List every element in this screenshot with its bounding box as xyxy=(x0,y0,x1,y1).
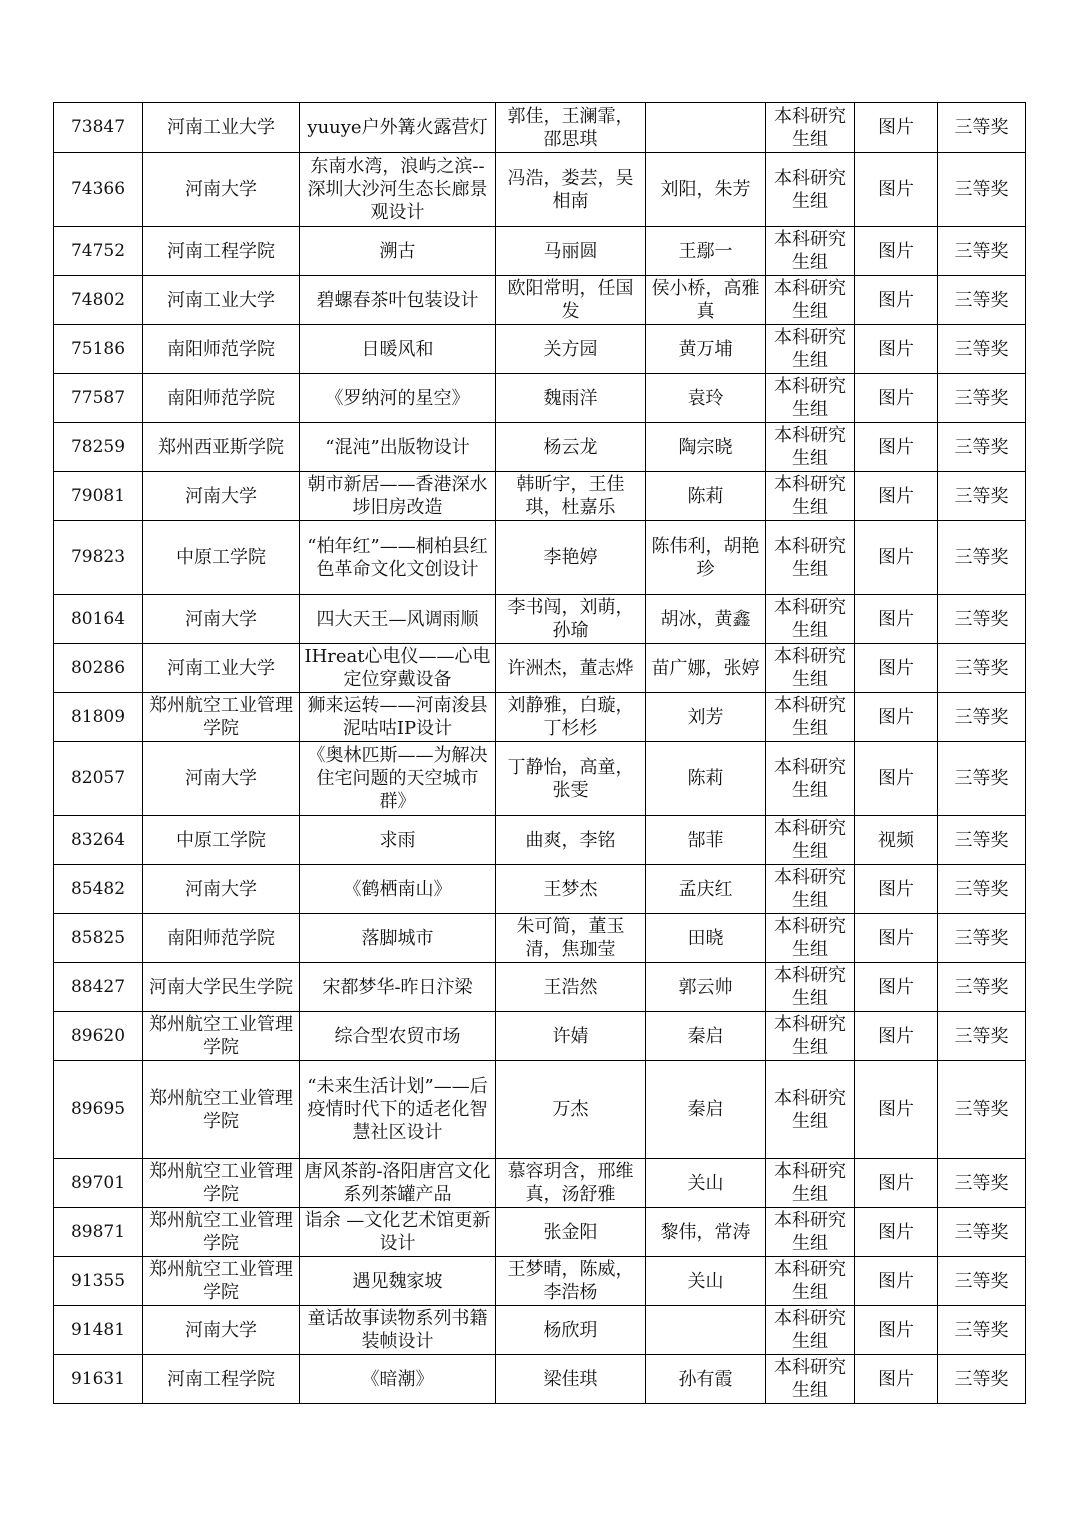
school-name-cell: 河南大学 xyxy=(143,1306,300,1355)
authors-cell: 关方园 xyxy=(496,325,646,374)
group-cell: 本科研究生组 xyxy=(766,374,855,423)
table-row xyxy=(54,1061,1026,1159)
work-title-cell: 诣余 —文化艺术馆更新设计 xyxy=(300,1208,496,1257)
advisor-cell: 刘芳 xyxy=(646,693,766,742)
table-row xyxy=(54,1355,1026,1404)
work-title-cell: 唐风茶韵-洛阳唐宫文化系列茶罐产品 xyxy=(300,1159,496,1208)
entry-id-cell: 89871 xyxy=(54,1208,143,1257)
table-row xyxy=(54,1159,1026,1208)
table-row xyxy=(54,816,1026,865)
work-title-cell: 求雨 xyxy=(300,816,496,865)
group-cell: 本科研究生组 xyxy=(766,1208,855,1257)
group-cell: 本科研究生组 xyxy=(766,963,855,1012)
authors-cell: 丁静怡，高童，张雯 xyxy=(496,742,646,816)
school-name-cell: 河南工程学院 xyxy=(143,1355,300,1404)
work-type-cell: 图片 xyxy=(855,1208,938,1257)
authors-cell: 朱可简，董玉清，焦珈莹 xyxy=(496,914,646,963)
table-row xyxy=(54,914,1026,963)
work-title-cell: IHreat心电仪——心电定位穿戴设备 xyxy=(300,644,496,693)
work-type-cell: 图片 xyxy=(855,914,938,963)
work-title-cell: 宋都梦华-昨日汴梁 xyxy=(300,963,496,1012)
work-type-cell: 图片 xyxy=(855,103,938,153)
entry-id-cell: 79081 xyxy=(54,472,143,521)
work-type-cell: 图片 xyxy=(855,865,938,914)
group-cell: 本科研究生组 xyxy=(766,914,855,963)
authors-cell: 杨欣玥 xyxy=(496,1306,646,1355)
award-level-cell: 三等奖 xyxy=(938,693,1026,742)
advisor-cell: 关山 xyxy=(646,1159,766,1208)
work-type-cell: 图片 xyxy=(855,644,938,693)
entry-id-cell: 91355 xyxy=(54,1257,143,1306)
work-type-cell: 图片 xyxy=(855,472,938,521)
entry-id-cell: 85825 xyxy=(54,914,143,963)
group-cell: 本科研究生组 xyxy=(766,1355,855,1404)
group-cell: 本科研究生组 xyxy=(766,742,855,816)
table-row xyxy=(54,1306,1026,1355)
entry-id-cell: 78259 xyxy=(54,423,143,472)
school-name-cell: 郑州航空工业管理学院 xyxy=(143,1257,300,1306)
advisor-cell: 陈伟利，胡艳珍 xyxy=(646,521,766,595)
authors-cell: 杨云龙 xyxy=(496,423,646,472)
table-row xyxy=(54,153,1026,227)
work-title-cell: “混沌”出版物设计 xyxy=(300,423,496,472)
work-type-cell: 图片 xyxy=(855,1306,938,1355)
table-row xyxy=(54,423,1026,472)
table-row xyxy=(54,325,1026,374)
advisor-cell xyxy=(646,1306,766,1355)
authors-cell: 李书闯，刘萌，孙瑜 xyxy=(496,595,646,644)
authors-cell: 王浩然 xyxy=(496,963,646,1012)
school-name-cell: 河南大学民生学院 xyxy=(143,963,300,1012)
work-type-cell: 图片 xyxy=(855,374,938,423)
school-name-cell: 中原工学院 xyxy=(143,816,300,865)
group-cell: 本科研究生组 xyxy=(766,865,855,914)
table-row xyxy=(54,521,1026,595)
authors-cell: 魏雨洋 xyxy=(496,374,646,423)
authors-cell: 冯浩，娄芸，吴相南 xyxy=(496,153,646,227)
group-cell: 本科研究生组 xyxy=(766,472,855,521)
award-level-cell: 三等奖 xyxy=(938,423,1026,472)
entry-id-cell: 73847 xyxy=(54,103,143,153)
work-title-cell: 东南水湾，浪屿之滨--深圳大沙河生态长廊景观设计 xyxy=(300,153,496,227)
advisor-cell xyxy=(646,103,766,153)
advisor-cell: 胡冰，黄鑫 xyxy=(646,595,766,644)
authors-cell: 王梦晴，陈威，李浩杨 xyxy=(496,1257,646,1306)
entry-id-cell: 77587 xyxy=(54,374,143,423)
work-title-cell: 日暖风和 xyxy=(300,325,496,374)
entry-id-cell: 80286 xyxy=(54,644,143,693)
work-title-cell: 《奥林匹斯——为解决住宅问题的天空城市群》 xyxy=(300,742,496,816)
school-name-cell: 郑州西亚斯学院 xyxy=(143,423,300,472)
school-name-cell: 郑州航空工业管理学院 xyxy=(143,693,300,742)
authors-cell: 许洲杰，董志烨 xyxy=(496,644,646,693)
entry-id-cell: 75186 xyxy=(54,325,143,374)
table-row xyxy=(54,276,1026,325)
table-row xyxy=(54,374,1026,423)
advisor-cell: 陈莉 xyxy=(646,742,766,816)
advisor-cell: 陶宗晓 xyxy=(646,423,766,472)
table-row xyxy=(54,1208,1026,1257)
award-level-cell: 三等奖 xyxy=(938,276,1026,325)
advisor-cell: 苗广娜，张婷 xyxy=(646,644,766,693)
advisor-cell: 黄万埔 xyxy=(646,325,766,374)
table-row xyxy=(54,693,1026,742)
authors-cell: 王梦杰 xyxy=(496,865,646,914)
work-type-cell: 视频 xyxy=(855,816,938,865)
school-name-cell: 郑州航空工业管理学院 xyxy=(143,1159,300,1208)
school-name-cell: 南阳师范学院 xyxy=(143,325,300,374)
award-level-cell: 三等奖 xyxy=(938,153,1026,227)
award-level-cell: 三等奖 xyxy=(938,1061,1026,1159)
authors-cell: 韩昕宇，王佳琪，杜嘉乐 xyxy=(496,472,646,521)
group-cell: 本科研究生组 xyxy=(766,227,855,276)
table-row xyxy=(54,742,1026,816)
award-level-cell: 三等奖 xyxy=(938,227,1026,276)
award-level-cell: 三等奖 xyxy=(938,1208,1026,1257)
school-name-cell: 郑州航空工业管理学院 xyxy=(143,1012,300,1061)
advisor-cell: 孙有霞 xyxy=(646,1355,766,1404)
work-type-cell: 图片 xyxy=(855,1159,938,1208)
work-title-cell: 综合型农贸市场 xyxy=(300,1012,496,1061)
work-title-cell: yuuye户外篝火露营灯 xyxy=(300,103,496,153)
advisor-cell: 王鄢一 xyxy=(646,227,766,276)
group-cell: 本科研究生组 xyxy=(766,1257,855,1306)
school-name-cell: 中原工学院 xyxy=(143,521,300,595)
work-title-cell: 狮来运转——河南浚县泥咕咕IP设计 xyxy=(300,693,496,742)
entry-id-cell: 89620 xyxy=(54,1012,143,1061)
school-name-cell: 河南大学 xyxy=(143,153,300,227)
work-title-cell: 碧螺春茶叶包装设计 xyxy=(300,276,496,325)
work-type-cell: 图片 xyxy=(855,521,938,595)
authors-cell: 欧阳常明，任国发 xyxy=(496,276,646,325)
authors-cell: 万杰 xyxy=(496,1061,646,1159)
group-cell: 本科研究生组 xyxy=(766,1306,855,1355)
authors-cell: 刘静雅，白璇，丁杉杉 xyxy=(496,693,646,742)
entry-id-cell: 89695 xyxy=(54,1061,143,1159)
award-level-cell: 三等奖 xyxy=(938,521,1026,595)
entry-id-cell: 82057 xyxy=(54,742,143,816)
school-name-cell: 南阳师范学院 xyxy=(143,914,300,963)
group-cell: 本科研究生组 xyxy=(766,325,855,374)
advisor-cell: 秦启 xyxy=(646,1061,766,1159)
award-level-cell: 三等奖 xyxy=(938,1012,1026,1061)
award-level-cell: 三等奖 xyxy=(938,644,1026,693)
group-cell: 本科研究生组 xyxy=(766,153,855,227)
advisor-cell: 袁玲 xyxy=(646,374,766,423)
work-type-cell: 图片 xyxy=(855,595,938,644)
entry-id-cell: 81809 xyxy=(54,693,143,742)
table-body xyxy=(54,103,1026,1404)
table-row xyxy=(54,1257,1026,1306)
award-level-cell: 三等奖 xyxy=(938,1306,1026,1355)
group-cell: 本科研究生组 xyxy=(766,1012,855,1061)
table-row xyxy=(54,227,1026,276)
group-cell: 本科研究生组 xyxy=(766,276,855,325)
work-type-cell: 图片 xyxy=(855,1355,938,1404)
work-title-cell: 童话故事读物系列书籍装帧设计 xyxy=(300,1306,496,1355)
advisor-cell: 孟庆红 xyxy=(646,865,766,914)
school-name-cell: 河南工业大学 xyxy=(143,276,300,325)
award-level-cell: 三等奖 xyxy=(938,472,1026,521)
advisor-cell: 郜菲 xyxy=(646,816,766,865)
award-level-cell: 三等奖 xyxy=(938,816,1026,865)
work-type-cell: 图片 xyxy=(855,693,938,742)
award-level-cell: 三等奖 xyxy=(938,1257,1026,1306)
work-type-cell: 图片 xyxy=(855,1257,938,1306)
authors-cell: 慕容玥含，邢维真，汤舒雅 xyxy=(496,1159,646,1208)
work-type-cell: 图片 xyxy=(855,1061,938,1159)
authors-cell: 梁佳琪 xyxy=(496,1355,646,1404)
school-name-cell: 河南大学 xyxy=(143,742,300,816)
table-row xyxy=(54,103,1026,153)
award-level-cell: 三等奖 xyxy=(938,595,1026,644)
award-level-cell: 三等奖 xyxy=(938,374,1026,423)
authors-cell: 许婧 xyxy=(496,1012,646,1061)
work-type-cell: 图片 xyxy=(855,423,938,472)
work-type-cell: 图片 xyxy=(855,1012,938,1061)
advisor-cell: 黎伟，常涛 xyxy=(646,1208,766,1257)
work-type-cell: 图片 xyxy=(855,963,938,1012)
table-row xyxy=(54,472,1026,521)
table-row xyxy=(54,963,1026,1012)
award-level-cell: 三等奖 xyxy=(938,865,1026,914)
entry-id-cell: 85482 xyxy=(54,865,143,914)
work-title-cell: “柏年红”——桐柏县红色革命文化文创设计 xyxy=(300,521,496,595)
school-name-cell: 南阳师范学院 xyxy=(143,374,300,423)
work-title-cell: “未来生活计划”——后疫情时代下的适老化智慧社区设计 xyxy=(300,1061,496,1159)
award-level-cell: 三等奖 xyxy=(938,325,1026,374)
work-type-cell: 图片 xyxy=(855,742,938,816)
entry-id-cell: 80164 xyxy=(54,595,143,644)
advisor-cell: 侯小桥，高雅真 xyxy=(646,276,766,325)
entry-id-cell: 91481 xyxy=(54,1306,143,1355)
table-row xyxy=(54,865,1026,914)
award-level-cell: 三等奖 xyxy=(938,914,1026,963)
authors-cell: 曲爽，李铭 xyxy=(496,816,646,865)
group-cell: 本科研究生组 xyxy=(766,1159,855,1208)
school-name-cell: 河南工业大学 xyxy=(143,103,300,153)
school-name-cell: 郑州航空工业管理学院 xyxy=(143,1208,300,1257)
entry-id-cell: 74366 xyxy=(54,153,143,227)
school-name-cell: 河南大学 xyxy=(143,472,300,521)
work-title-cell: 四大天王—风调雨顺 xyxy=(300,595,496,644)
work-title-cell: 《鹤栖南山》 xyxy=(300,865,496,914)
work-title-cell: 遇见魏家坡 xyxy=(300,1257,496,1306)
advisor-cell: 郭云帅 xyxy=(646,963,766,1012)
award-level-cell: 三等奖 xyxy=(938,1159,1026,1208)
award-level-cell: 三等奖 xyxy=(938,103,1026,153)
school-name-cell: 河南工程学院 xyxy=(143,227,300,276)
entry-id-cell: 89701 xyxy=(54,1159,143,1208)
group-cell: 本科研究生组 xyxy=(766,595,855,644)
school-name-cell: 河南工业大学 xyxy=(143,644,300,693)
entry-id-cell: 74752 xyxy=(54,227,143,276)
work-title-cell: 朝市新居——香港深水埗旧房改造 xyxy=(300,472,496,521)
authors-cell: 马丽圆 xyxy=(496,227,646,276)
entry-id-cell: 91631 xyxy=(54,1355,143,1404)
advisor-cell: 陈莉 xyxy=(646,472,766,521)
table-row xyxy=(54,595,1026,644)
advisor-cell: 关山 xyxy=(646,1257,766,1306)
work-title-cell: 《罗纳河的星空》 xyxy=(300,374,496,423)
entry-id-cell: 79823 xyxy=(54,521,143,595)
advisor-cell: 刘阳，朱芳 xyxy=(646,153,766,227)
school-name-cell: 郑州航空工业管理学院 xyxy=(143,1061,300,1159)
authors-cell: 郭佳，王澜霏，邵思琪 xyxy=(496,103,646,153)
group-cell: 本科研究生组 xyxy=(766,693,855,742)
work-title-cell: 《暗潮》 xyxy=(300,1355,496,1404)
entry-id-cell: 88427 xyxy=(54,963,143,1012)
group-cell: 本科研究生组 xyxy=(766,521,855,595)
group-cell: 本科研究生组 xyxy=(766,644,855,693)
work-type-cell: 图片 xyxy=(855,276,938,325)
work-type-cell: 图片 xyxy=(855,325,938,374)
entry-id-cell: 74802 xyxy=(54,276,143,325)
group-cell: 本科研究生组 xyxy=(766,423,855,472)
award-level-cell: 三等奖 xyxy=(938,963,1026,1012)
work-title-cell: 落脚城市 xyxy=(300,914,496,963)
advisor-cell: 秦启 xyxy=(646,1012,766,1061)
authors-cell: 张金阳 xyxy=(496,1208,646,1257)
table-row xyxy=(54,644,1026,693)
advisor-cell: 田晓 xyxy=(646,914,766,963)
group-cell: 本科研究生组 xyxy=(766,103,855,153)
school-name-cell: 河南大学 xyxy=(143,595,300,644)
group-cell: 本科研究生组 xyxy=(766,816,855,865)
entry-id-cell: 83264 xyxy=(54,816,143,865)
authors-cell: 李艳婷 xyxy=(496,521,646,595)
table-row xyxy=(54,1012,1026,1061)
awards-table xyxy=(53,102,1026,1404)
award-level-cell: 三等奖 xyxy=(938,742,1026,816)
school-name-cell: 河南大学 xyxy=(143,865,300,914)
work-title-cell: 溯古 xyxy=(300,227,496,276)
award-level-cell: 三等奖 xyxy=(938,1355,1026,1404)
group-cell: 本科研究生组 xyxy=(766,1061,855,1159)
work-type-cell: 图片 xyxy=(855,227,938,276)
work-type-cell: 图片 xyxy=(855,153,938,227)
